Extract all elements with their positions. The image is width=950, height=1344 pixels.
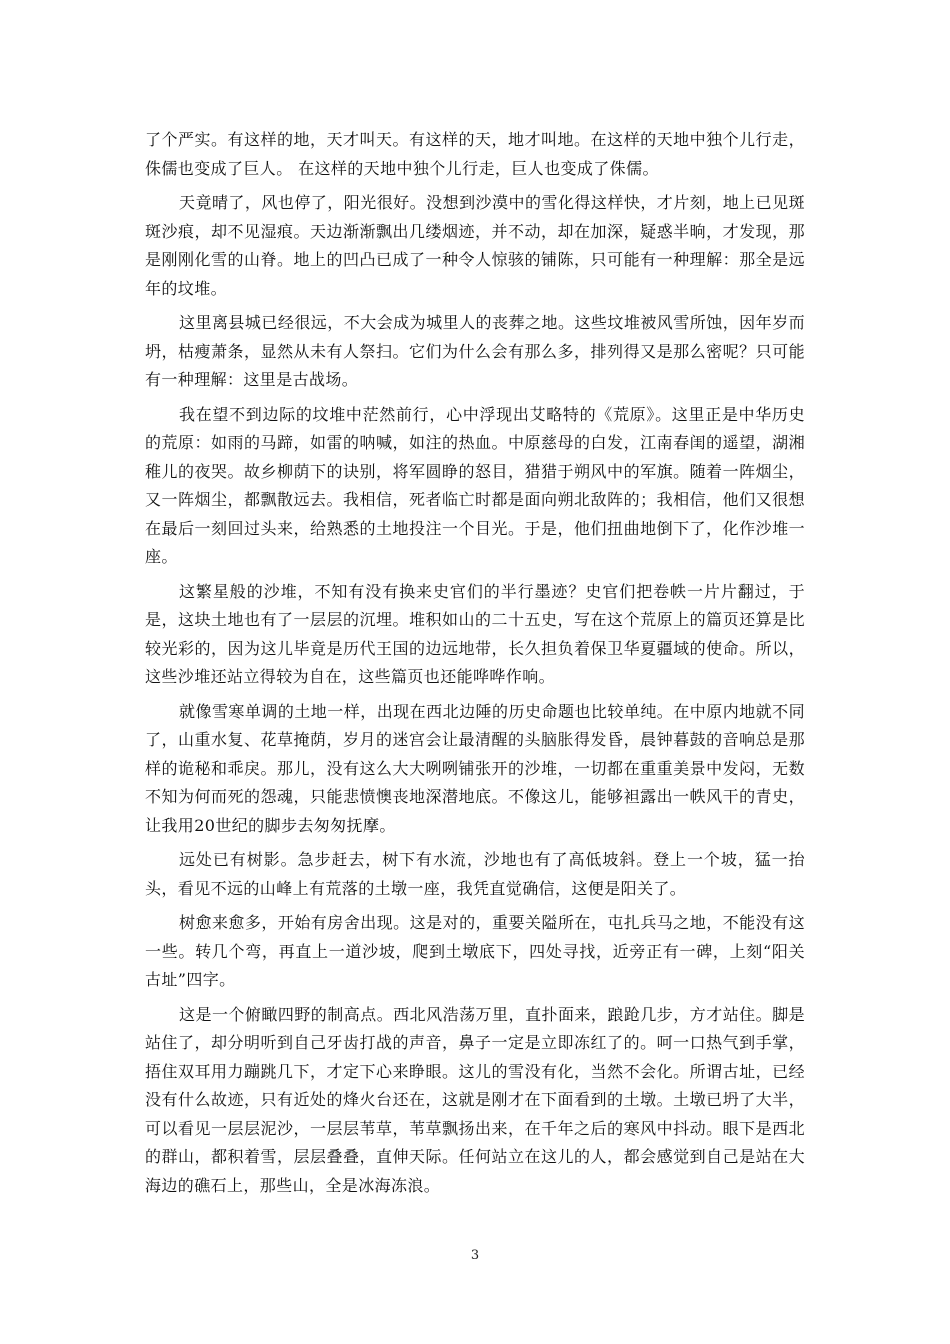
paragraph-8: 树愈来愈多，开始有房舍出现。这是对的，重要关隘所在，屯扎兵马之地，不能没有这一些。转几个弯，再直上一道沙坡，爬到土墩底下，四处寻找，近旁正有一碑，上刻“阳关古址”四字。: [145, 913, 805, 989]
paragraph-3: 这里离县城已经很远，不大会成为城里人的丧葬之地。这些坟堆被风雪所蚀，因年岁而坍，枯瘦萧条，显然从未有人祭扫。它们为什么会有那么多，排列得又是那么密呢？只可能有一种理解：这里是古战场。: [145, 313, 805, 389]
page-number: 3: [470, 1248, 480, 1263]
paragraph-7: 远处已有树影。急步赶去，树下有水流，沙地也有了高低坡斜。登上一个坡，猛一抬头，看见不远的山峰上有荒落的土墩一座，我凭直觉确信，这便是阳关了。: [145, 850, 805, 898]
paragraph-2: 天竟晴了，风也停了，阳光很好。没想到沙漠中的雪化得这样快，才片刻，地上已见斑斑沙痕，却不见湿痕。天边渐渐飘出几缕烟迹，并不动，却在加深，疑惑半晌，才发现，那是刚刚化雪的山脊。地上的凹凸已成了一种令人惊骇的铺陈，只可能有一种理解：那全是远年的坟堆。: [145, 193, 805, 298]
paragraph-1: 了个严实。有这样的地，天才叫天。有这样的天，地才叫地。在这样的天地中独个儿行走，侏儒也变成了巨人。 在这样的天地中独个儿行走，巨人也变成了侏儒。: [145, 130, 805, 178]
document-body: [145, 126, 805, 1206]
paragraph-4: 我在望不到边际的坟堆中茫然前行，心中浮现出艾略特的《荒原》。这里正是中华历史的荒原：如雨的马蹄，如雷的呐喊，如注的热血。中原慈母的白发，江南春闺的遥望，湖湘稚儿的夜哭。故乡柳荫下的诀别，将军圆睁的怒目，猎猎于朔风中的军旗。随着一阵烟尘，又一阵烟尘，都飘散远去。我相信，死者临亡时都是面向朔北敌阵的；我相信，他们又很想在最后一刻回过头来，给熟悉的土地投注一个目光。于是，他们扭曲地倒下了，化作沙堆一座。: [145, 404, 805, 566]
paragraph-5: 这繁星般的沙堆，不知有没有换来史官们的半行墨迹？史官们把卷帙一片片翻过，于是，这块土地也有了一层层的沉埋。堆积如山的二十五史，写在这个荒原上的篇页还算是比较光彩的，因为这儿毕竟是历代王国的边远地带，长久担负着保卫华夏疆域的使命。所以，这些沙堆还站立得较为自在，这些篇页也还能哗哗作响。: [145, 581, 805, 686]
paragraph-6: 就像雪寒单调的土地一样，出现在西北边陲的历史命题也比较单纯。在中原内地就不同了，山重水复、花草掩荫，岁月的迷宫会让最清醒的头脑胀得发昏，晨钟暮鼓的音响总是那样的诡秘和乖戾。那儿，没有这么大大咧咧铺张开的沙堆，一切都在重重美景中发闷，无数不知为何而死的怨魂，只能悲愤懊丧地深潜地底。不像这儿，能够袒露出一帙风干的青史，让我用20世纪的脚步去匆匆抚摩。: [145, 701, 805, 835]
paragraph-9: 这是一个俯瞰四野的制高点。西北风浩荡万里，直扑面来，踉跄几步，方才站住。脚是站住了，却分明听到自己牙齿打战的声音，鼻子一定是立即冻红了的。呵一口热气到手掌，捂住双耳用力蹦跳几下，才定下心来睁眼。这儿的雪没有化，当然不会化。所谓古址，已经没有什么故迹，只有近处的烽火台还在，这就是刚才在下面看到的土墩。土墩已坍了大半，可以看见一层层泥沙，一层层苇草，苇草飘扬出来，在千年之后的寒风中抖动。眼下是西北的群山，都积着雪，层层叠叠，直伸天际。任何站立在这儿的人，都会感觉到自己是站在大海边的礁石上，那些山，全是冰海冻浪。: [145, 1004, 805, 1195]
